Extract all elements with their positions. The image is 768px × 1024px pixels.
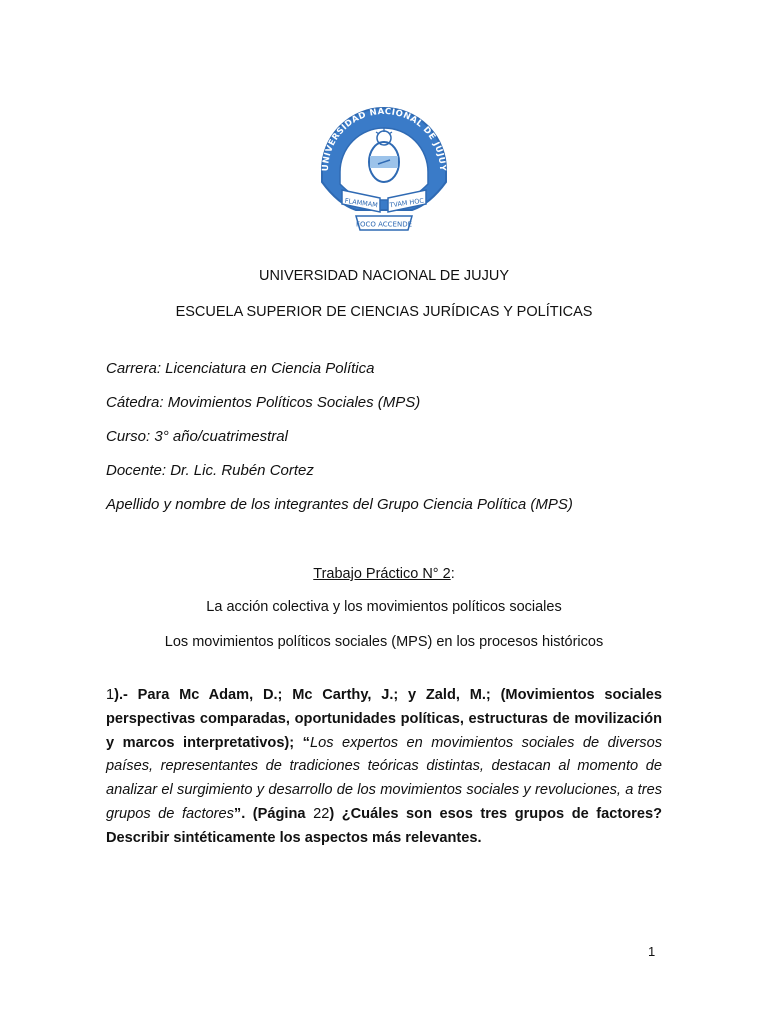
meta-catedra: Cátedra: Movimientos Políticos Sociales (MPS) xyxy=(106,394,421,411)
seal-ribbon-right-text: TVAM HOC xyxy=(388,196,425,210)
question-intro: ).- Para Mc Adam, D.; Mc Carthy, J.; y Zald, M.; (Movimientos sociales perspectivas comparadas, oportunidades políticas, estructuras de movilización y marcos interpretativos); “ xyxy=(106,687,662,751)
assignment-subtitle-2: Los movimientos políticos sociales (MPS) en los procesos históricos xyxy=(164,634,604,650)
question-after-quote: ”. (Página xyxy=(233,805,314,822)
meta-carrera: Carrera: Licenciatura en Ciencia Política xyxy=(106,360,375,377)
assignment-subtitle-1: La acción colectiva y los movimientos políticos sociales xyxy=(206,599,562,615)
question-closing: ) ¿Cuáles son esos tres grupos de factores? Describir sintéticamente los aspectos más relevantes. xyxy=(106,805,663,846)
question-number: 1 xyxy=(106,687,115,703)
university-name: UNIVERSIDAD NACIONAL DE JUJUY xyxy=(258,268,510,284)
assignment-title-suffix: : xyxy=(450,566,455,582)
seal-ring-text: UNIVERSIDAD NACIONAL DE JUJUY xyxy=(320,106,448,172)
meta-docente: Docente: Dr. Lic. Rubén Cortez xyxy=(106,462,314,479)
meta-integrantes: Apellido y nombre de los integrantes del Grupo Ciencia Política (MPS) xyxy=(106,496,573,513)
question-page-ref: 22 xyxy=(313,805,330,822)
meta-curso: Curso: 3° año/cuatrimestral xyxy=(106,428,288,445)
question-quote: Los expertos en movimientos sociales de diversos países, representantes de tradiciones teóricas distintas, destacan al momento de analizar el surgimiento y desarrollo de los movimientos sociales y revoluciones, a tres grupos de factores xyxy=(106,734,662,822)
question-1-paragraph xyxy=(106,684,662,851)
page-number: 1 xyxy=(648,944,656,959)
university-seal-logo xyxy=(300,86,468,242)
assignment-title-text: Trabajo Práctico N° 2 xyxy=(313,566,451,582)
assignment-title xyxy=(0,565,768,583)
school-name: ESCUELA SUPERIOR DE CIENCIAS JURÍDICAS Y POLÍTICAS xyxy=(175,304,593,320)
seal-ribbon-left-text: FLAMMAM xyxy=(344,196,379,210)
seal-ribbon-bottom-text: FOCO ACCENDE xyxy=(355,220,413,229)
